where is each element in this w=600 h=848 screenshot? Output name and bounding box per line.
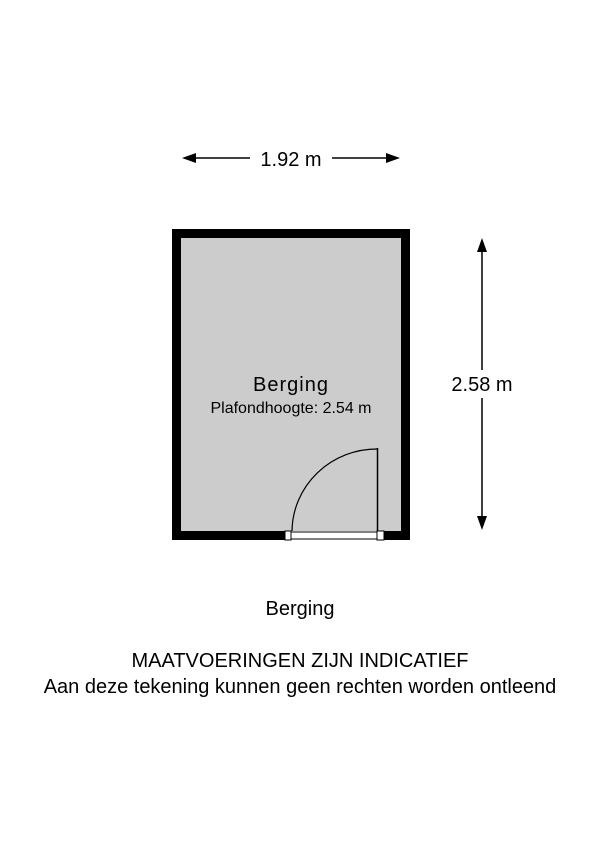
width-dimension-label: 1.92 m <box>260 149 322 171</box>
disclaimer-heading: MAATVOERINGEN ZIJN INDICATIEF <box>131 650 469 672</box>
door-jamb-left <box>285 531 291 540</box>
disclaimer-text: Aan deze tekening kunnen geen rechten worden ontleend <box>43 676 557 698</box>
depth-arrow-top <box>477 238 487 252</box>
depth-dimension <box>451 238 512 530</box>
width-arrow-left <box>182 153 196 163</box>
depth-dimension-label: 2.58 m <box>451 374 513 396</box>
floor-name-caption: Berging <box>265 598 335 620</box>
ceiling-height-label: Plafondhoogte: 2.54 m <box>210 400 372 417</box>
width-dimension <box>182 149 400 171</box>
room-berging <box>172 229 410 540</box>
door-jamb-right <box>377 531 384 540</box>
width-arrow-right <box>386 153 400 163</box>
depth-arrow-bottom <box>477 516 487 530</box>
room-name-label: Berging <box>253 374 329 396</box>
